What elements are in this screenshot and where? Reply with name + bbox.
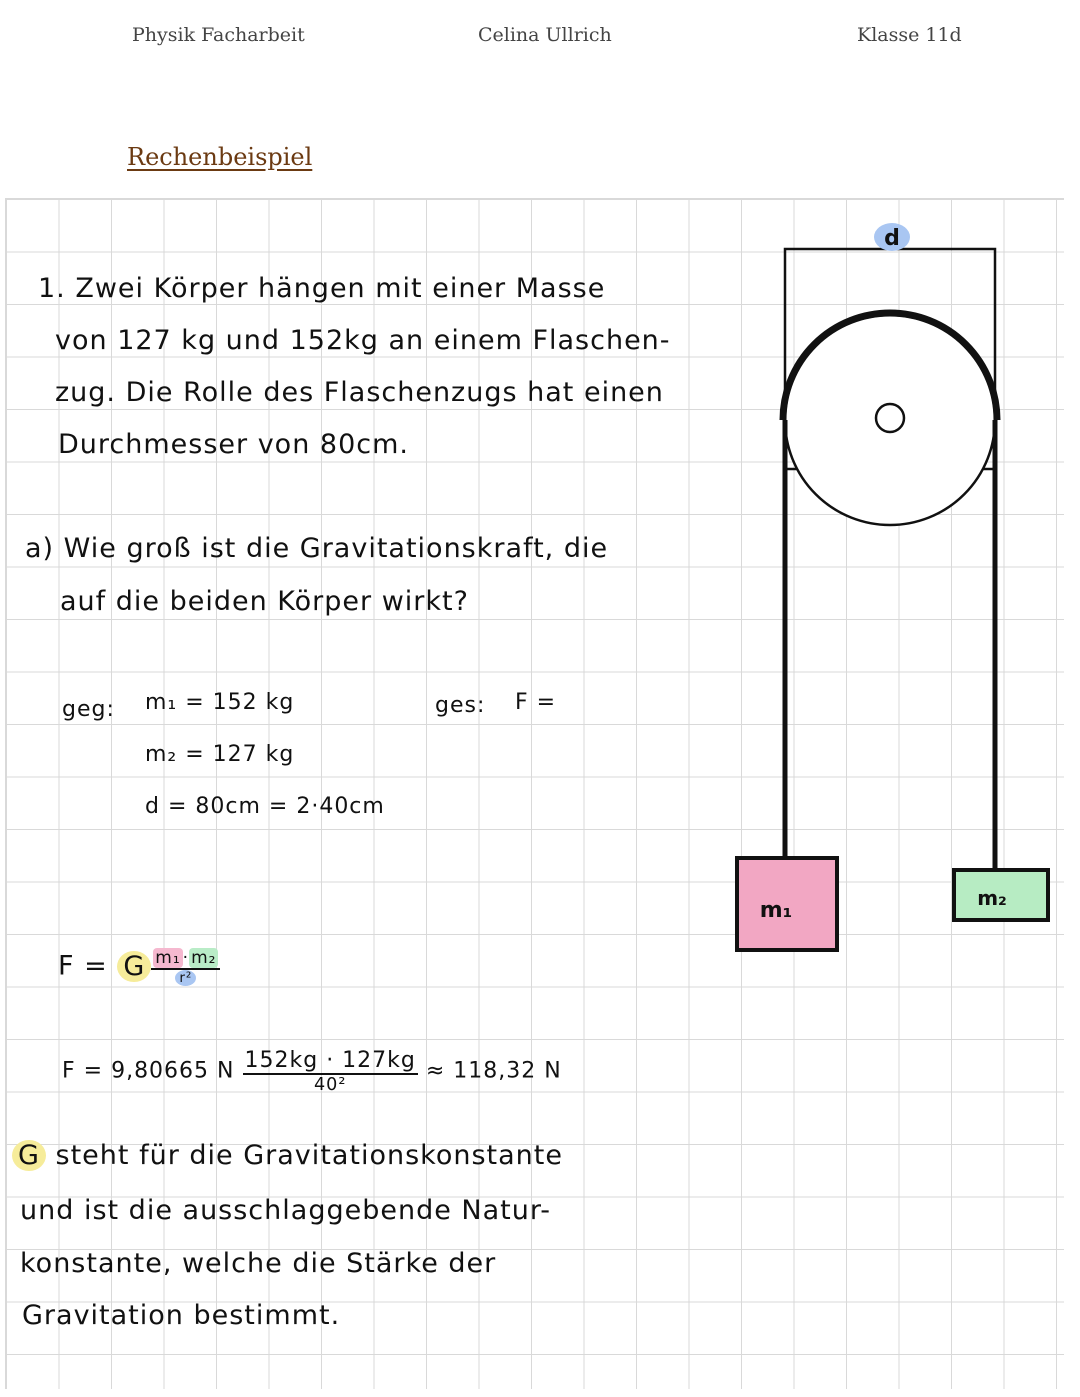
formula-r2: r² bbox=[175, 970, 196, 986]
calc-denominator: 40² bbox=[313, 1075, 347, 1095]
formula-dot: · bbox=[182, 948, 190, 968]
pulley-axle bbox=[876, 404, 904, 432]
explanation-g: G bbox=[12, 1140, 46, 1171]
calc-result: ≈ 118,32 N bbox=[425, 1058, 562, 1084]
given-label: geg: bbox=[62, 697, 115, 722]
formula bbox=[58, 948, 220, 986]
calc-fraction bbox=[243, 1048, 418, 1095]
formula-m1: m₁ bbox=[155, 948, 181, 968]
header-subject: Physik Facharbeit bbox=[132, 24, 305, 46]
wanted-label: ges: bbox=[435, 693, 486, 718]
explanation-line-3: konstante, welche die Stärke der bbox=[20, 1248, 497, 1279]
question-a-line-2: auf die beiden Körper wirkt? bbox=[60, 586, 469, 617]
page-header bbox=[0, 24, 1080, 56]
given-m2: m₂ = 127 kg bbox=[145, 742, 295, 767]
calc-lhs: F = 9,80665 N bbox=[62, 1058, 235, 1084]
formula-g: G bbox=[117, 951, 151, 982]
explanation-line-4: Gravitation bestimmt. bbox=[22, 1300, 341, 1331]
formula-lhs: F = bbox=[58, 950, 108, 982]
question-a-line-1: a) Wie groß ist die Gravitationskraft, die bbox=[25, 533, 609, 564]
pulley-diagram bbox=[720, 215, 1060, 965]
formula-fraction bbox=[151, 948, 220, 986]
explanation-line-1 bbox=[12, 1140, 563, 1171]
wanted-value: F = bbox=[515, 690, 557, 715]
calc-numerator: 152kg · 127kg bbox=[244, 1048, 416, 1073]
formula-m2: m₂ bbox=[191, 948, 217, 968]
task-line-2: von 127 kg und 152kg an einem Flaschen- bbox=[55, 325, 671, 356]
d-label: d bbox=[884, 226, 900, 251]
task-line-1: 1. Zwei Körper hängen mit einer Masse bbox=[38, 273, 606, 304]
task-line-4: Durchmesser von 80cm. bbox=[58, 429, 409, 460]
m2-label: m₂ bbox=[977, 886, 1007, 910]
explanation-line-2: und ist die ausschlaggebende Natur- bbox=[20, 1195, 551, 1226]
explanation-text-1: steht für die Gravitationskonstante bbox=[55, 1140, 563, 1171]
given-m1: m₁ = 152 kg bbox=[145, 690, 295, 715]
m1-label: m₁ bbox=[759, 898, 793, 923]
section-title: Rechenbeispiel bbox=[127, 143, 313, 171]
task-line-3: zug. Die Rolle des Flaschenzugs hat einen bbox=[55, 377, 664, 408]
header-class: Klasse 11d bbox=[857, 24, 962, 46]
calculation bbox=[62, 1048, 562, 1095]
formula-numerator bbox=[151, 948, 220, 970]
given-d: d = 80cm = 2·40cm bbox=[145, 794, 385, 819]
header-author: Celina Ullrich bbox=[478, 24, 612, 46]
